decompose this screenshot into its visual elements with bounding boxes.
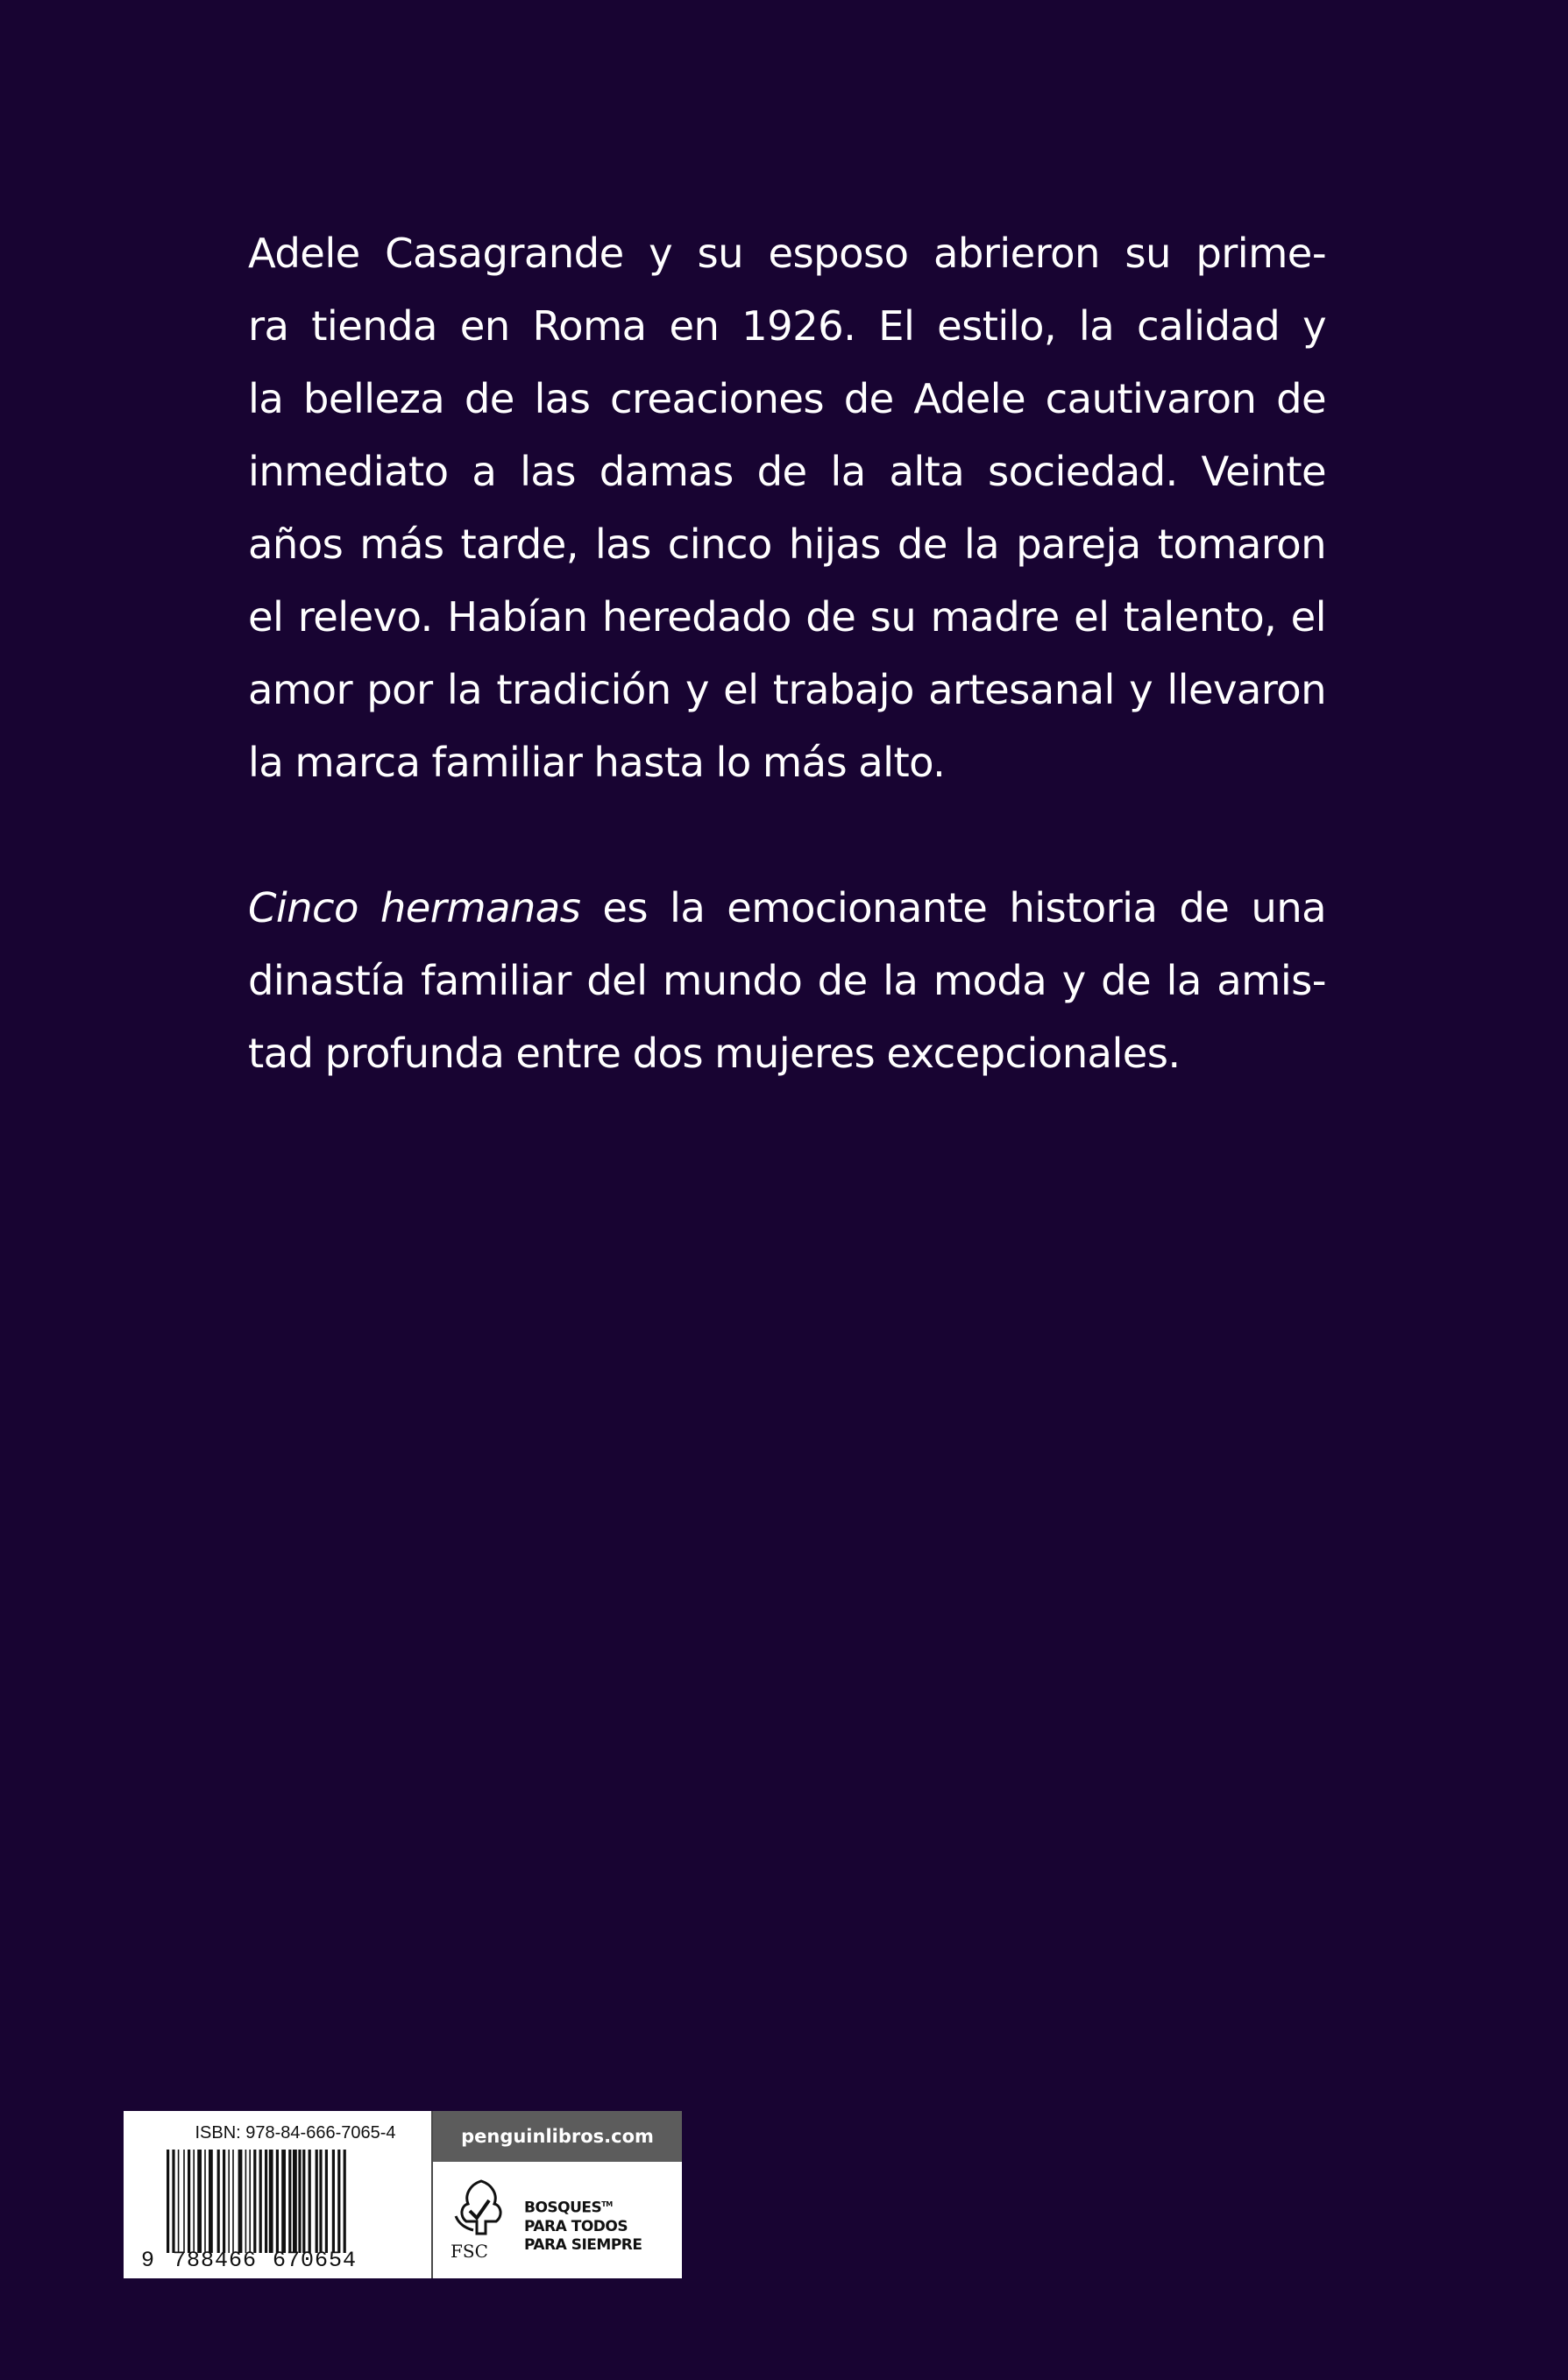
barcode-bar (172, 2150, 174, 2253)
blurb-line: ra tienda en Roma en 1926. El estilo, la calidad y (248, 302, 1326, 350)
barcode-lead-digit: 9 (141, 2248, 156, 2273)
publisher-website: penguinlibros.com (433, 2111, 682, 2162)
fsc-tree-icon (451, 2178, 512, 2239)
blurb-line (248, 872, 1326, 945)
barcode-bar (204, 2150, 206, 2253)
fsc-line-2: PARA TODOS (524, 2217, 628, 2235)
blurb-line: amor por la tradición y el trabajo artesanal y llevaron (248, 666, 1326, 713)
barcode-bar (344, 2150, 346, 2253)
blurb-paragraph-1 (248, 217, 1326, 799)
barcode-bar (188, 2150, 190, 2253)
blurb-line: Adele Casagrande y su esposo abrieron su prime- (248, 230, 1326, 277)
barcode-bar (223, 2150, 225, 2253)
book-title-italic: Cinco hermanas (248, 884, 581, 931)
barcode-bar (217, 2150, 220, 2253)
blurb-line: la belleza de las creaciones de Adele cautivaron de (248, 375, 1326, 422)
barcode-bar (337, 2150, 340, 2253)
barcode-bar (265, 2150, 267, 2253)
fsc-slogan (524, 2195, 642, 2255)
barcode-bar (276, 2150, 279, 2253)
barcode-icon (167, 2150, 403, 2253)
blurb-paragraph-2 (248, 872, 1326, 1090)
barcode-bar (193, 2150, 195, 2253)
barcode-bar (232, 2150, 234, 2253)
barcode-bar (178, 2150, 180, 2253)
barcode-bar (269, 2150, 273, 2253)
isbn-barcode-area (124, 2111, 433, 2278)
fsc-line-3: PARA SIEMPRE (524, 2235, 642, 2254)
barcode-bar (332, 2150, 335, 2253)
barcode-bar (309, 2150, 311, 2253)
barcode-bar (249, 2150, 251, 2253)
barcode-bar (253, 2150, 256, 2253)
barcode-bar (316, 2150, 318, 2253)
barcode-bar (319, 2150, 322, 2253)
barcode-bar (293, 2150, 297, 2253)
barcode-panel (124, 2111, 682, 2278)
barcode-bar (298, 2150, 301, 2253)
barcode-bar (245, 2150, 247, 2253)
fsc-trademark: TM (601, 2200, 613, 2208)
barcode-bar (288, 2150, 291, 2253)
barcode-bar (167, 2150, 169, 2253)
barcode-digit-group-2: 670654 (273, 2248, 358, 2273)
blurb-line: el relevo. Habían heredado de su madre el talento, el (248, 593, 1326, 641)
blurb-line: la marca familiar hasta lo más alto. (248, 739, 946, 786)
blurb-line-rest: es la emocionante historia de una (580, 884, 1327, 931)
blurb-line: dinastía familiar del mundo de la moda y de la amis- (248, 957, 1326, 1004)
isbn-label: ISBN: 978-84-666-7065-4 (195, 2123, 396, 2143)
barcode-bar (259, 2150, 262, 2253)
blurb-line: años más tarde, las cinco hijas de la pareja tomaron (248, 521, 1326, 568)
fsc-logo (445, 2178, 673, 2265)
barcode-bar (228, 2150, 230, 2253)
barcode-bar (238, 2150, 243, 2253)
fsc-label: FSC (451, 2241, 488, 2262)
publisher-area (433, 2111, 682, 2278)
back-cover-blurb (248, 217, 1326, 1090)
barcode-bar (183, 2150, 185, 2253)
blurb-line: inmediato a las damas de la alta sociedad. Veinte (248, 448, 1326, 495)
barcode-bar (325, 2150, 328, 2253)
blurb-line: tad profunda entre dos mujeres excepcionales. (248, 1030, 1181, 1077)
barcode-bar (281, 2150, 286, 2253)
fsc-line-1: BOSQUES (524, 2199, 602, 2217)
barcode-bar (209, 2150, 213, 2253)
barcode-bar (197, 2150, 202, 2253)
barcode-digit-group-1: 788466 (173, 2248, 258, 2273)
barcode-bar (302, 2150, 305, 2253)
